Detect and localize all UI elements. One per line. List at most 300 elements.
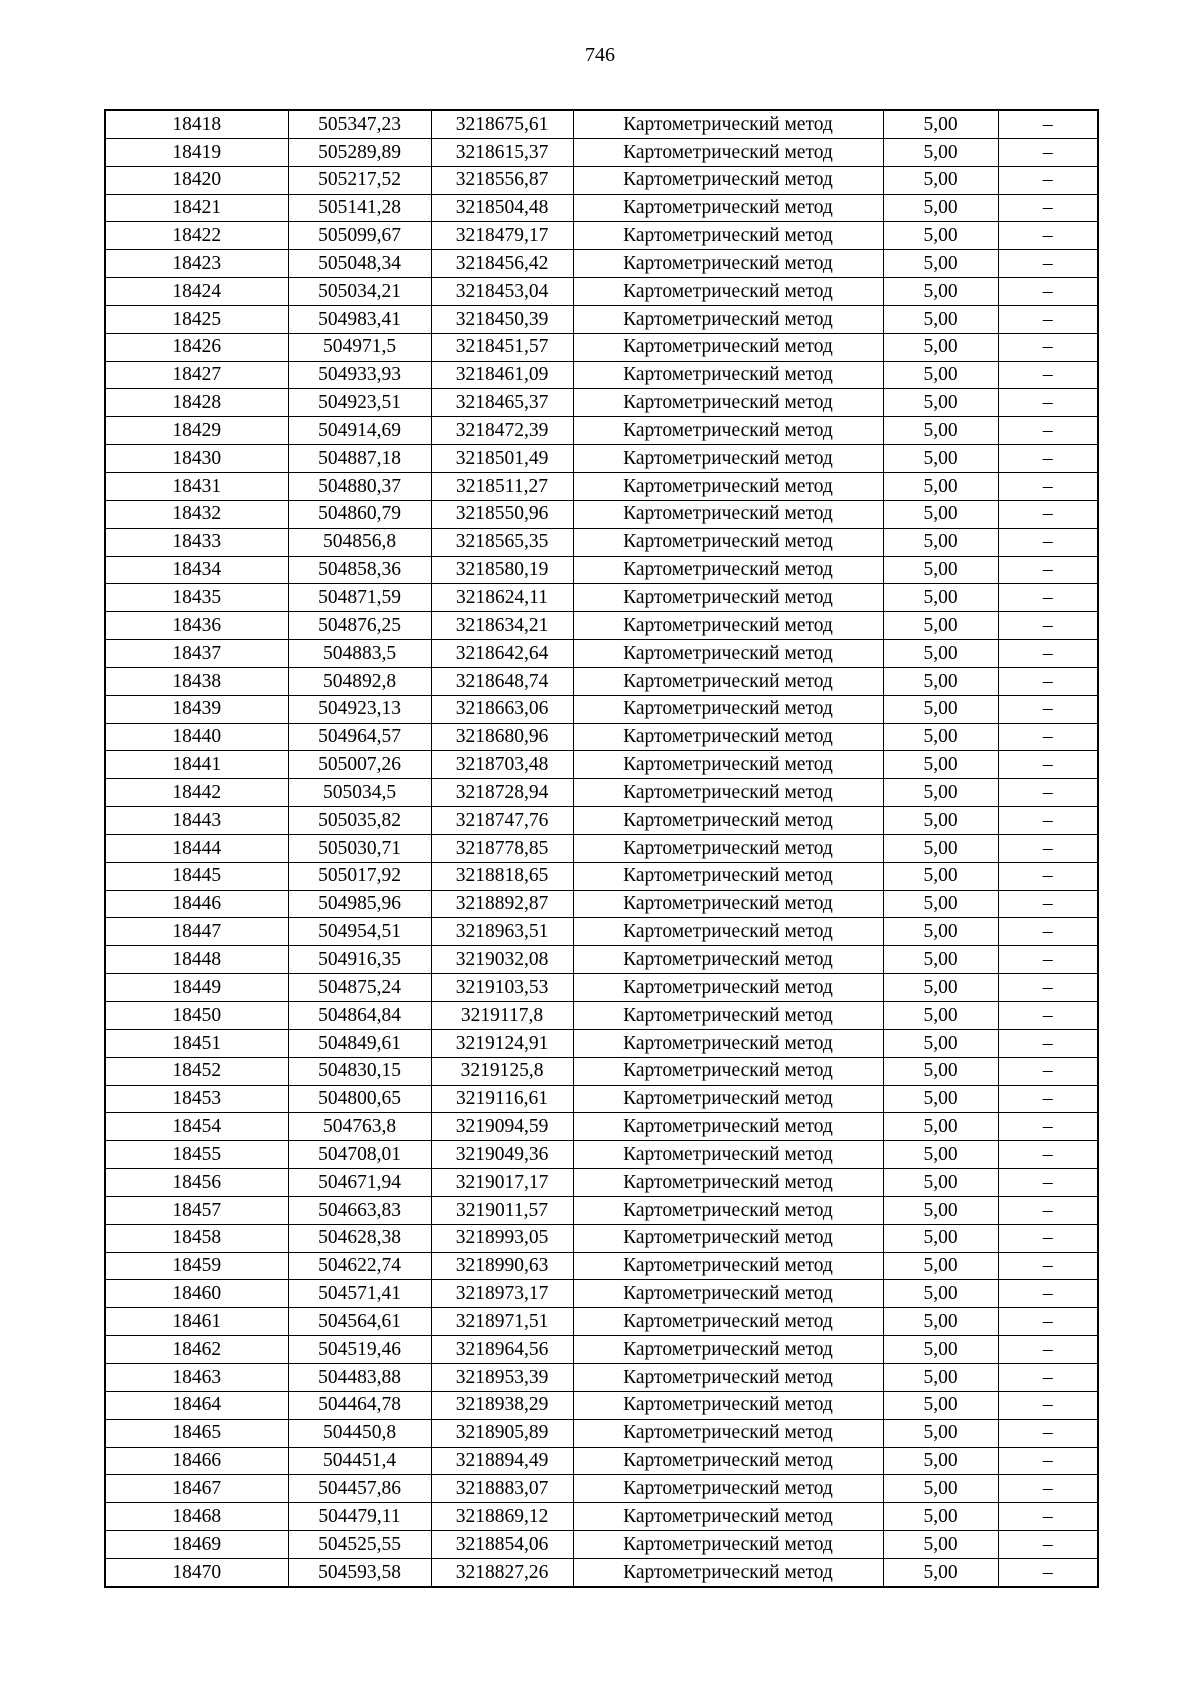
cell-point-number: 18460: [105, 1280, 288, 1308]
cell-method: Картометрический метод: [573, 640, 883, 668]
cell-point-number: 18461: [105, 1308, 288, 1336]
cell-y-coordinate: 3219124,91: [431, 1029, 573, 1057]
cell-point-number: 18457: [105, 1196, 288, 1224]
cell-point-number: 18456: [105, 1169, 288, 1197]
table-row: [105, 1280, 1098, 1308]
cell-point-number: 18443: [105, 807, 288, 835]
cell-method: Картометрический метод: [573, 1085, 883, 1113]
cell-point-number: 18446: [105, 890, 288, 918]
cell-note: –: [998, 333, 1098, 361]
cell-note: –: [998, 1391, 1098, 1419]
cell-accuracy: 5,00: [883, 1280, 998, 1308]
cell-y-coordinate: 3218634,21: [431, 612, 573, 640]
cell-x-coordinate: 504479,11: [288, 1503, 431, 1531]
cell-x-coordinate: 505035,82: [288, 807, 431, 835]
cell-accuracy: 5,00: [883, 862, 998, 890]
cell-accuracy: 5,00: [883, 918, 998, 946]
cell-point-number: 18447: [105, 918, 288, 946]
cell-method: Картометрический метод: [573, 305, 883, 333]
cell-y-coordinate: 3218450,39: [431, 305, 573, 333]
cell-point-number: 18468: [105, 1503, 288, 1531]
cell-accuracy: 5,00: [883, 1475, 998, 1503]
cell-accuracy: 5,00: [883, 1085, 998, 1113]
cell-x-coordinate: 504800,65: [288, 1085, 431, 1113]
cell-note: –: [998, 1113, 1098, 1141]
cell-x-coordinate: 504663,83: [288, 1196, 431, 1224]
cell-y-coordinate: 3218680,96: [431, 723, 573, 751]
cell-note: –: [998, 194, 1098, 222]
cell-note: –: [998, 862, 1098, 890]
cell-point-number: 18437: [105, 640, 288, 668]
cell-note: –: [998, 250, 1098, 278]
cell-accuracy: 5,00: [883, 1169, 998, 1197]
cell-note: –: [998, 1029, 1098, 1057]
cell-note: –: [998, 612, 1098, 640]
cell-note: –: [998, 1503, 1098, 1531]
cell-note: –: [998, 166, 1098, 194]
cell-method: Картометрический метод: [573, 1475, 883, 1503]
cell-accuracy: 5,00: [883, 723, 998, 751]
cell-x-coordinate: 504964,57: [288, 723, 431, 751]
cell-accuracy: 5,00: [883, 1113, 998, 1141]
cell-point-number: 18420: [105, 166, 288, 194]
cell-method: Картометрический метод: [573, 1196, 883, 1224]
cell-point-number: 18432: [105, 500, 288, 528]
cell-x-coordinate: 504464,78: [288, 1391, 431, 1419]
cell-y-coordinate: 3218461,09: [431, 361, 573, 389]
table-row: [105, 1336, 1098, 1364]
cell-accuracy: 5,00: [883, 1503, 998, 1531]
cell-note: –: [998, 445, 1098, 473]
table-row: [105, 834, 1098, 862]
cell-x-coordinate: 505034,21: [288, 278, 431, 306]
table-row: [105, 667, 1098, 695]
cell-point-number: 18455: [105, 1141, 288, 1169]
cell-accuracy: 5,00: [883, 500, 998, 528]
cell-note: –: [998, 417, 1098, 445]
cell-method: Картометрический метод: [573, 361, 883, 389]
cell-method: Картометрический метод: [573, 1002, 883, 1030]
cell-note: –: [998, 890, 1098, 918]
cell-point-number: 18439: [105, 695, 288, 723]
table-row: [105, 1475, 1098, 1503]
cell-point-number: 18434: [105, 556, 288, 584]
cell-method: Картометрический метод: [573, 612, 883, 640]
cell-accuracy: 5,00: [883, 1419, 998, 1447]
cell-note: –: [998, 834, 1098, 862]
cell-y-coordinate: 3218675,61: [431, 110, 573, 138]
cell-y-coordinate: 3219116,61: [431, 1085, 573, 1113]
cell-method: Картометрический метод: [573, 1447, 883, 1475]
cell-y-coordinate: 3218883,07: [431, 1475, 573, 1503]
cell-x-coordinate: 505141,28: [288, 194, 431, 222]
cell-x-coordinate: 504849,61: [288, 1029, 431, 1057]
cell-note: –: [998, 807, 1098, 835]
cell-note: –: [998, 278, 1098, 306]
cell-x-coordinate: 504628,38: [288, 1224, 431, 1252]
cell-y-coordinate: 3218963,51: [431, 918, 573, 946]
cell-y-coordinate: 3219017,17: [431, 1169, 573, 1197]
table-row: [105, 946, 1098, 974]
cell-y-coordinate: 3218663,06: [431, 695, 573, 723]
cell-point-number: 18459: [105, 1252, 288, 1280]
cell-method: Картометрический метод: [573, 834, 883, 862]
cell-y-coordinate: 3219049,36: [431, 1141, 573, 1169]
cell-note: –: [998, 1558, 1098, 1586]
cell-note: –: [998, 723, 1098, 751]
cell-method: Картометрический метод: [573, 472, 883, 500]
cell-x-coordinate: 505017,92: [288, 862, 431, 890]
table-row: [105, 250, 1098, 278]
table-row: [105, 779, 1098, 807]
cell-x-coordinate: 504933,93: [288, 361, 431, 389]
cell-accuracy: 5,00: [883, 946, 998, 974]
cell-note: –: [998, 1002, 1098, 1030]
cell-method: Картометрический метод: [573, 1336, 883, 1364]
cell-accuracy: 5,00: [883, 138, 998, 166]
cell-point-number: 18465: [105, 1419, 288, 1447]
cell-x-coordinate: 504483,88: [288, 1363, 431, 1391]
cell-x-coordinate: 504876,25: [288, 612, 431, 640]
table-row: [105, 1308, 1098, 1336]
table-row: [105, 862, 1098, 890]
cell-method: Картометрический метод: [573, 807, 883, 835]
cell-x-coordinate: 504971,5: [288, 333, 431, 361]
cell-method: Картометрический метод: [573, 1363, 883, 1391]
cell-y-coordinate: 3218456,42: [431, 250, 573, 278]
cell-point-number: 18448: [105, 946, 288, 974]
cell-method: Картометрический метод: [573, 1169, 883, 1197]
cell-y-coordinate: 3218504,48: [431, 194, 573, 222]
cell-accuracy: 5,00: [883, 556, 998, 584]
cell-x-coordinate: 504763,8: [288, 1113, 431, 1141]
cell-accuracy: 5,00: [883, 695, 998, 723]
cell-y-coordinate: 3218827,26: [431, 1558, 573, 1586]
cell-note: –: [998, 1196, 1098, 1224]
cell-method: Картометрический метод: [573, 222, 883, 250]
cell-method: Картометрический метод: [573, 528, 883, 556]
cell-accuracy: 5,00: [883, 612, 998, 640]
cell-x-coordinate: 504871,59: [288, 584, 431, 612]
cell-y-coordinate: 3218964,56: [431, 1336, 573, 1364]
table-row: [105, 974, 1098, 1002]
cell-accuracy: 5,00: [883, 1252, 998, 1280]
table-row: [105, 500, 1098, 528]
cell-point-number: 18463: [105, 1363, 288, 1391]
cell-method: Картометрический метод: [573, 1252, 883, 1280]
cell-point-number: 18421: [105, 194, 288, 222]
cell-y-coordinate: 3219125,8: [431, 1057, 573, 1085]
cell-y-coordinate: 3218580,19: [431, 556, 573, 584]
cell-x-coordinate: 504856,8: [288, 528, 431, 556]
cell-y-coordinate: 3218953,39: [431, 1363, 573, 1391]
cell-note: –: [998, 500, 1098, 528]
cell-point-number: 18450: [105, 1002, 288, 1030]
cell-y-coordinate: 3219117,8: [431, 1002, 573, 1030]
cell-method: Картометрический метод: [573, 1419, 883, 1447]
cell-y-coordinate: 3218556,87: [431, 166, 573, 194]
table-row: [105, 528, 1098, 556]
cell-note: –: [998, 1224, 1098, 1252]
cell-point-number: 18422: [105, 222, 288, 250]
cell-x-coordinate: 504525,55: [288, 1531, 431, 1559]
cell-point-number: 18436: [105, 612, 288, 640]
cell-x-coordinate: 504450,8: [288, 1419, 431, 1447]
cell-y-coordinate: 3218550,96: [431, 500, 573, 528]
cell-method: Картометрический метод: [573, 1558, 883, 1586]
cell-accuracy: 5,00: [883, 1029, 998, 1057]
cell-accuracy: 5,00: [883, 1308, 998, 1336]
cell-accuracy: 5,00: [883, 1057, 998, 1085]
cell-point-number: 18431: [105, 472, 288, 500]
cell-accuracy: 5,00: [883, 222, 998, 250]
cell-point-number: 18444: [105, 834, 288, 862]
cell-point-number: 18428: [105, 389, 288, 417]
cell-accuracy: 5,00: [883, 890, 998, 918]
table-row: [105, 1419, 1098, 1447]
cell-x-coordinate: 505030,71: [288, 834, 431, 862]
cell-accuracy: 5,00: [883, 166, 998, 194]
cell-method: Картометрический метод: [573, 1391, 883, 1419]
cell-x-coordinate: 504914,69: [288, 417, 431, 445]
cell-note: –: [998, 528, 1098, 556]
cell-y-coordinate: 3218869,12: [431, 1503, 573, 1531]
cell-accuracy: 5,00: [883, 1391, 998, 1419]
cell-note: –: [998, 389, 1098, 417]
cell-note: –: [998, 1336, 1098, 1364]
table-row: [105, 556, 1098, 584]
cell-accuracy: 5,00: [883, 110, 998, 138]
cell-method: Картометрический метод: [573, 110, 883, 138]
cell-x-coordinate: 504564,61: [288, 1308, 431, 1336]
cell-x-coordinate: 504883,5: [288, 640, 431, 668]
cell-accuracy: 5,00: [883, 584, 998, 612]
cell-note: –: [998, 110, 1098, 138]
cell-point-number: 18433: [105, 528, 288, 556]
cell-x-coordinate: 504457,86: [288, 1475, 431, 1503]
cell-accuracy: 5,00: [883, 834, 998, 862]
table-row: [105, 1252, 1098, 1280]
cell-note: –: [998, 1447, 1098, 1475]
cell-method: Картометрический метод: [573, 1308, 883, 1336]
cell-note: –: [998, 1363, 1098, 1391]
cell-note: –: [998, 1252, 1098, 1280]
cell-point-number: 18423: [105, 250, 288, 278]
cell-note: –: [998, 695, 1098, 723]
table-row: [105, 417, 1098, 445]
cell-point-number: 18458: [105, 1224, 288, 1252]
cell-point-number: 18426: [105, 333, 288, 361]
cell-x-coordinate: 504451,4: [288, 1447, 431, 1475]
cell-point-number: 18470: [105, 1558, 288, 1586]
page-number: 746: [585, 44, 615, 66]
cell-note: –: [998, 138, 1098, 166]
cell-method: Картометрический метод: [573, 862, 883, 890]
cell-note: –: [998, 1169, 1098, 1197]
cell-note: –: [998, 1085, 1098, 1113]
cell-note: –: [998, 974, 1098, 1002]
cell-y-coordinate: 3218479,17: [431, 222, 573, 250]
cell-method: Картометрический метод: [573, 1224, 883, 1252]
cell-x-coordinate: 505007,26: [288, 751, 431, 779]
cell-x-coordinate: 504875,24: [288, 974, 431, 1002]
cell-y-coordinate: 3218728,94: [431, 779, 573, 807]
cell-method: Картометрический метод: [573, 584, 883, 612]
cell-x-coordinate: 505217,52: [288, 166, 431, 194]
cell-y-coordinate: 3218465,37: [431, 389, 573, 417]
table-row: [105, 1196, 1098, 1224]
table-row: [105, 1141, 1098, 1169]
cell-point-number: 18429: [105, 417, 288, 445]
cell-point-number: 18435: [105, 584, 288, 612]
cell-accuracy: 5,00: [883, 667, 998, 695]
cell-point-number: 18427: [105, 361, 288, 389]
table-row: [105, 389, 1098, 417]
cell-point-number: 18454: [105, 1113, 288, 1141]
cell-accuracy: 5,00: [883, 974, 998, 1002]
coordinates-table: [104, 109, 1099, 1588]
cell-note: –: [998, 667, 1098, 695]
cell-y-coordinate: 3219103,53: [431, 974, 573, 1002]
cell-x-coordinate: 504983,41: [288, 305, 431, 333]
cell-x-coordinate: 505347,23: [288, 110, 431, 138]
cell-point-number: 18464: [105, 1391, 288, 1419]
table-row: [105, 695, 1098, 723]
cell-accuracy: 5,00: [883, 779, 998, 807]
cell-accuracy: 5,00: [883, 194, 998, 222]
cell-accuracy: 5,00: [883, 1141, 998, 1169]
cell-y-coordinate: 3218451,57: [431, 333, 573, 361]
cell-y-coordinate: 3218624,11: [431, 584, 573, 612]
cell-x-coordinate: 504985,96: [288, 890, 431, 918]
cell-accuracy: 5,00: [883, 1531, 998, 1559]
cell-point-number: 18424: [105, 278, 288, 306]
cell-y-coordinate: 3218565,35: [431, 528, 573, 556]
table-row: [105, 1531, 1098, 1559]
cell-accuracy: 5,00: [883, 417, 998, 445]
cell-method: Картометрический метод: [573, 389, 883, 417]
cell-accuracy: 5,00: [883, 333, 998, 361]
cell-accuracy: 5,00: [883, 1224, 998, 1252]
table-row: [105, 1447, 1098, 1475]
cell-method: Картометрический метод: [573, 723, 883, 751]
cell-point-number: 18466: [105, 1447, 288, 1475]
cell-point-number: 18445: [105, 862, 288, 890]
cell-x-coordinate: 504571,41: [288, 1280, 431, 1308]
cell-note: –: [998, 584, 1098, 612]
cell-x-coordinate: 504892,8: [288, 667, 431, 695]
cell-point-number: 18418: [105, 110, 288, 138]
cell-y-coordinate: 3219011,57: [431, 1196, 573, 1224]
cell-note: –: [998, 1531, 1098, 1559]
cell-point-number: 18419: [105, 138, 288, 166]
cell-y-coordinate: 3218905,89: [431, 1419, 573, 1447]
cell-y-coordinate: 3219032,08: [431, 946, 573, 974]
cell-accuracy: 5,00: [883, 389, 998, 417]
cell-point-number: 18440: [105, 723, 288, 751]
cell-method: Картометрический метод: [573, 1280, 883, 1308]
table-row: [105, 1558, 1098, 1586]
cell-point-number: 18451: [105, 1029, 288, 1057]
cell-point-number: 18469: [105, 1531, 288, 1559]
cell-y-coordinate: 3218501,49: [431, 445, 573, 473]
cell-method: Картометрический метод: [573, 500, 883, 528]
cell-point-number: 18449: [105, 974, 288, 1002]
cell-note: –: [998, 751, 1098, 779]
cell-x-coordinate: 504923,13: [288, 695, 431, 723]
cell-accuracy: 5,00: [883, 250, 998, 278]
cell-note: –: [998, 1280, 1098, 1308]
cell-note: –: [998, 556, 1098, 584]
cell-y-coordinate: 3218818,65: [431, 862, 573, 890]
cell-y-coordinate: 3218778,85: [431, 834, 573, 862]
cell-method: Картометрический метод: [573, 417, 883, 445]
cell-note: –: [998, 640, 1098, 668]
cell-y-coordinate: 3218453,04: [431, 278, 573, 306]
table-row: [105, 640, 1098, 668]
cell-y-coordinate: 3218642,64: [431, 640, 573, 668]
cell-x-coordinate: 504671,94: [288, 1169, 431, 1197]
cell-x-coordinate: 504708,01: [288, 1141, 431, 1169]
table-row: [105, 278, 1098, 306]
table-row: [105, 1503, 1098, 1531]
cell-y-coordinate: 3218703,48: [431, 751, 573, 779]
cell-accuracy: 5,00: [883, 472, 998, 500]
cell-accuracy: 5,00: [883, 640, 998, 668]
cell-note: –: [998, 472, 1098, 500]
table-row: [105, 194, 1098, 222]
table-row: [105, 751, 1098, 779]
table-row: [105, 305, 1098, 333]
cell-point-number: 18438: [105, 667, 288, 695]
cell-accuracy: 5,00: [883, 1002, 998, 1030]
cell-method: Картометрический метод: [573, 1057, 883, 1085]
table-row: [105, 890, 1098, 918]
cell-method: Картометрический метод: [573, 1029, 883, 1057]
table-row: [105, 1224, 1098, 1252]
cell-x-coordinate: 504858,36: [288, 556, 431, 584]
cell-note: –: [998, 1308, 1098, 1336]
cell-note: –: [998, 305, 1098, 333]
cell-x-coordinate: 505289,89: [288, 138, 431, 166]
cell-note: –: [998, 1141, 1098, 1169]
cell-x-coordinate: 504830,15: [288, 1057, 431, 1085]
cell-note: –: [998, 918, 1098, 946]
cell-method: Картометрический метод: [573, 890, 883, 918]
table-row: [105, 1169, 1098, 1197]
cell-method: Картометрический метод: [573, 333, 883, 361]
cell-accuracy: 5,00: [883, 807, 998, 835]
cell-y-coordinate: 3218472,39: [431, 417, 573, 445]
cell-x-coordinate: 504519,46: [288, 1336, 431, 1364]
cell-y-coordinate: 3218648,74: [431, 667, 573, 695]
cell-x-coordinate: 504923,51: [288, 389, 431, 417]
table-row: [105, 333, 1098, 361]
cell-point-number: 18467: [105, 1475, 288, 1503]
cell-accuracy: 5,00: [883, 528, 998, 556]
cell-x-coordinate: 504916,35: [288, 946, 431, 974]
table-row: [105, 445, 1098, 473]
cell-y-coordinate: 3218990,63: [431, 1252, 573, 1280]
cell-y-coordinate: 3218973,17: [431, 1280, 573, 1308]
table-row: [105, 138, 1098, 166]
cell-method: Картометрический метод: [573, 250, 883, 278]
cell-x-coordinate: 505099,67: [288, 222, 431, 250]
cell-note: –: [998, 1057, 1098, 1085]
cell-note: –: [998, 361, 1098, 389]
cell-point-number: 18425: [105, 305, 288, 333]
table-row: [105, 1029, 1098, 1057]
